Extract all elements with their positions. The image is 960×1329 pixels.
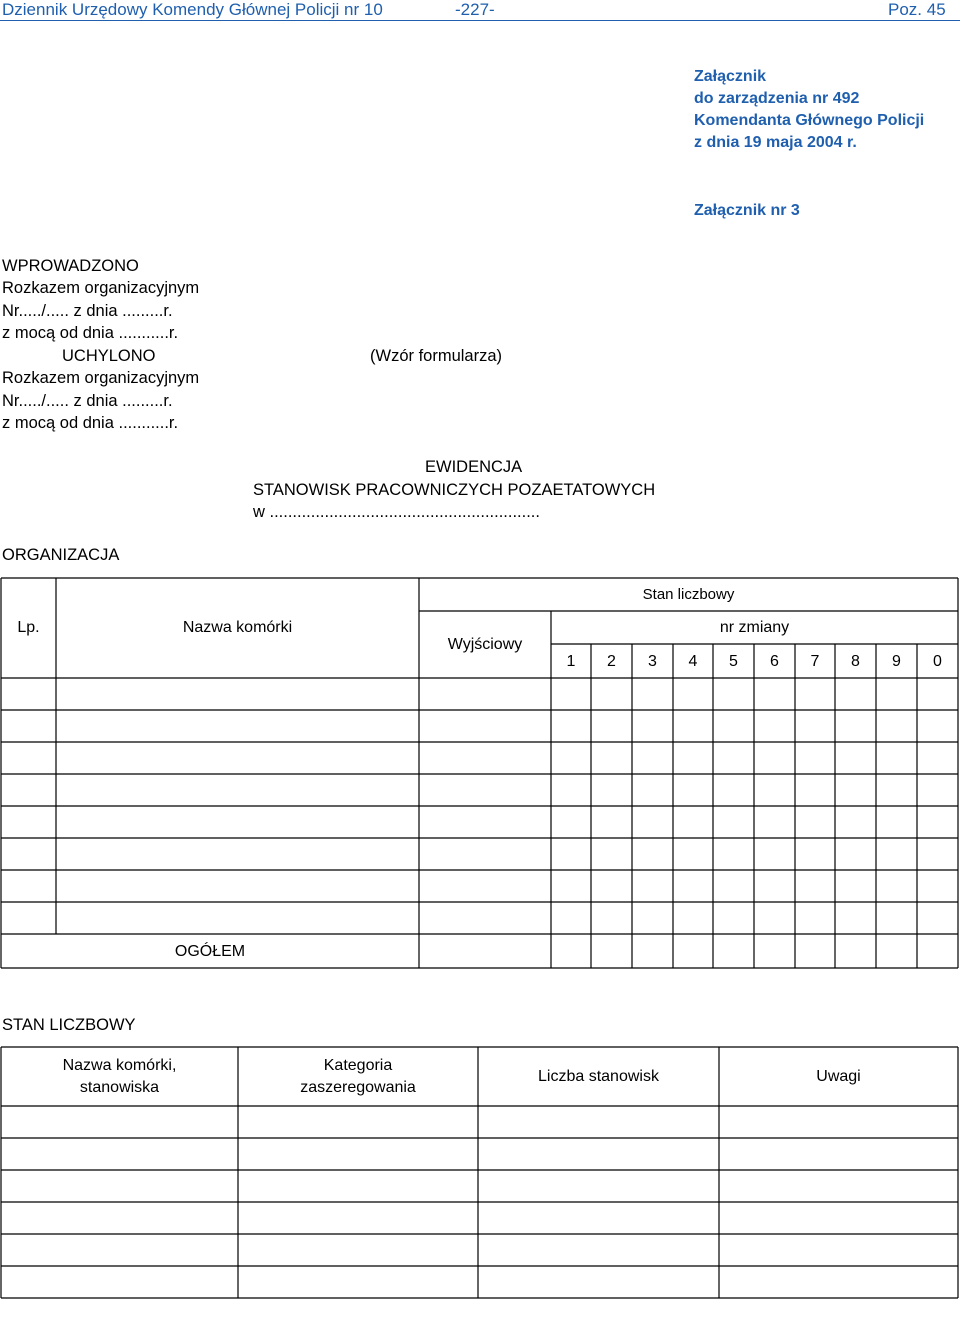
col-header-category-l2: zaszeregowania — [300, 1079, 416, 1096]
change-number-5: 5 — [729, 653, 738, 670]
change-number-6: 6 — [770, 653, 779, 670]
attachment-date: z dnia 19 maja 2004 r. — [694, 134, 857, 151]
change-number-2: 2 — [607, 653, 616, 670]
position-number: Poz. 45 — [888, 0, 946, 19]
change-number-3: 3 — [648, 653, 657, 670]
title-line-1: EWIDENCJA — [425, 458, 523, 476]
col-header-category-l1: Kategoria — [323, 1057, 393, 1074]
organization-section-label: ORGANIZACJA — [2, 546, 120, 564]
col-header-unit-position-l1: Nazwa komórki, — [62, 1057, 177, 1074]
change-number-9: 9 — [892, 653, 901, 670]
change-number-1: 1 — [566, 653, 576, 670]
title-line-3: w ........................................................... — [253, 503, 540, 521]
change-number-4: 4 — [688, 653, 698, 670]
effective-date-2: z mocą od dnia ...........r. — [2, 414, 179, 432]
order-number-2: Nr...../..... z dnia .........r. — [2, 392, 173, 410]
order-label-2: Rozkazem organizacyjnym — [2, 369, 200, 387]
col-header-notes: Uwagi — [816, 1068, 861, 1085]
effective-date-1: z mocą od dnia ...........r. — [2, 324, 179, 342]
change-number-0: 0 — [933, 653, 942, 670]
change-number-7: 7 — [810, 653, 820, 670]
cancelled-label: UCHYLONO — [62, 347, 156, 365]
journal-title: Dziennik Urzędowy Komendy Głównej Policji nr 10 — [2, 0, 383, 19]
attachment-order: do zarządzenia nr 492 — [694, 90, 860, 107]
form-note: (Wzór formularza) — [370, 347, 503, 365]
col-header-lp: Lp. — [17, 619, 40, 636]
order-label-1: Rozkazem organizacyjnym — [2, 279, 200, 297]
change-number-8: 8 — [851, 653, 860, 670]
col-header-unit-name: Nazwa komórki — [182, 619, 293, 636]
numbers-section-label: STAN LICZBOWY — [2, 1016, 136, 1034]
col-header-change-number: nr zmiany — [719, 619, 790, 636]
page-number: -227- — [455, 0, 495, 19]
attachment-label: Załącznik — [694, 68, 767, 85]
order-number-1: Nr...../..... z dnia .........r. — [2, 302, 173, 320]
col-header-stan-liczbowy: Stan liczbowy — [642, 586, 735, 603]
attachment-number: Załącznik nr 3 — [694, 202, 800, 219]
introduced-label: WPROWADZONO — [2, 257, 139, 275]
col-header-initial: Wyjściowy — [447, 636, 523, 653]
col-header-unit-position-l2: stanowiska — [79, 1079, 160, 1096]
attachment-authority: Komendanta Głównego Policji — [694, 112, 925, 129]
col-header-position-count: Liczba stanowisk — [538, 1068, 659, 1085]
title-line-2: STANOWISK PRACOWNICZYCH POZAETATOWYCH — [253, 481, 656, 499]
total-row-label: OGÓŁEM — [174, 943, 246, 960]
